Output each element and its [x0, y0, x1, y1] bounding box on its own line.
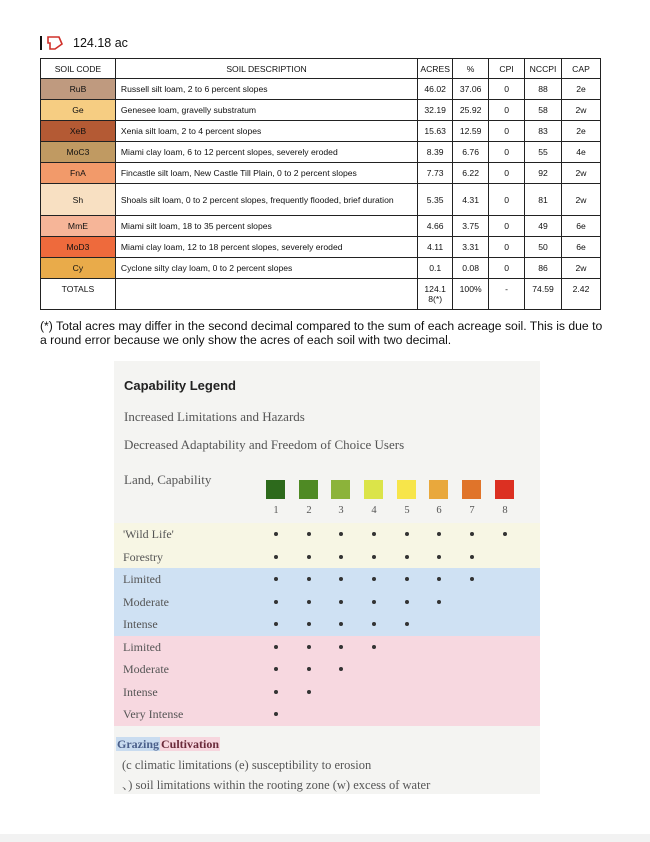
soil-description-cell: Shoals silt loam, 0 to 2 percent slopes, frequently flooded, brief duration [115, 184, 417, 216]
cap-cell: 2w [562, 258, 601, 279]
legend-usage-label: 'Wild Life' [123, 527, 174, 541]
total-acres-label: 124.18 ac [73, 36, 128, 50]
soil-code-cell: MmE [41, 216, 116, 237]
acres-cell: 0.1 [418, 258, 453, 279]
cpi-cell: 0 [489, 163, 525, 184]
totals-description [115, 279, 417, 310]
legend-usage-row [114, 636, 540, 659]
soil-description-cell: Fincastle silt loam, New Castle Till Plain, 0 to 2 percent slopes [115, 163, 417, 184]
totals-cap: 2.42 [562, 279, 601, 310]
totals-nccpi: 74.59 [525, 279, 562, 310]
soil-code-cell: Sh [41, 184, 116, 216]
legend-footnote-climatic: (c climatic limitations (e) susceptibility to erosion [122, 758, 372, 772]
capability-dot [339, 622, 343, 626]
acres-cell: 46.02 [418, 79, 453, 100]
rounding-note: (*) Total acres may differ in the second decimal compared to the sum of each acreage soil. This is due to a round error because we only show the acres of each soil with two decimal. [40, 319, 603, 347]
capability-dot [405, 555, 409, 559]
col-acres: ACRES [418, 59, 453, 79]
capability-dot [339, 645, 343, 649]
soil-description-cell: Genesee loam, gravelly substratum [115, 100, 417, 121]
capability-class-swatch [397, 480, 416, 499]
page-bottom-edge [0, 834, 650, 842]
nccpi-cell: 81 [525, 184, 562, 216]
capability-dot [274, 532, 278, 536]
capability-dot [307, 555, 311, 559]
percent-cell: 6.22 [453, 163, 489, 184]
soil-description-cell: Xenia silt loam, 2 to 4 percent slopes [115, 121, 417, 142]
soil-code-cell: MoD3 [41, 237, 116, 258]
cap-cell: 2w [562, 100, 601, 121]
capability-dot [405, 600, 409, 604]
col-soil-code: SOIL CODE [41, 59, 116, 79]
capability-dot [372, 532, 376, 536]
capability-dot [503, 532, 507, 536]
legend-title: Capability Legend [124, 378, 236, 393]
legend-usage-row [114, 568, 540, 591]
col-cpi: CPI [489, 59, 525, 79]
cap-cell: 6e [562, 237, 601, 258]
capability-dot [437, 600, 441, 604]
capability-dot [307, 690, 311, 694]
capability-dot [307, 622, 311, 626]
capability-class-number: 4 [371, 505, 377, 516]
capability-class-swatch [429, 480, 448, 499]
capability-dot [372, 577, 376, 581]
capability-class-swatch [266, 480, 285, 499]
percent-cell: 3.31 [453, 237, 489, 258]
legend-usage-row [114, 681, 540, 704]
capability-dot [437, 532, 441, 536]
acres-cell: 4.66 [418, 216, 453, 237]
soil-table-header [41, 59, 601, 79]
table-row [41, 142, 601, 163]
capability-dot [339, 532, 343, 536]
table-row [41, 121, 601, 142]
totals-acres-line1: 124.1 [424, 284, 446, 294]
capability-dot [470, 577, 474, 581]
legend-group-labels [116, 737, 220, 751]
capability-class-number: 3 [338, 505, 344, 516]
legend-usage-row [114, 523, 540, 546]
cpi-cell: 0 [489, 142, 525, 163]
nccpi-cell: 55 [525, 142, 562, 163]
soil-code-cell: RuB [41, 79, 116, 100]
capability-dot [339, 555, 343, 559]
totals-acres [418, 279, 453, 310]
capability-dot [274, 690, 278, 694]
totals-label: TOTALS [41, 279, 116, 310]
legend-usage-row [114, 546, 540, 569]
nccpi-cell: 88 [525, 79, 562, 100]
nccpi-cell: 50 [525, 237, 562, 258]
totals-percent: 100% [453, 279, 489, 310]
soil-code-cell: Cy [41, 258, 116, 279]
legend-usage-row [114, 613, 540, 636]
capability-dot [307, 532, 311, 536]
nccpi-cell: 92 [525, 163, 562, 184]
capability-dot [274, 667, 278, 671]
capability-dot [307, 667, 311, 671]
divider-bar [40, 36, 42, 50]
capability-class-swatch [462, 480, 481, 499]
cap-cell: 2e [562, 79, 601, 100]
capability-class-swatch [331, 480, 350, 499]
soil-description-cell: Miami silt loam, 18 to 35 percent slopes [115, 216, 417, 237]
table-row [41, 184, 601, 216]
capability-dot [307, 600, 311, 604]
legend-usage-row [114, 703, 540, 726]
table-row [41, 163, 601, 184]
field-acreage-header [40, 35, 128, 51]
capability-dot [307, 645, 311, 649]
soil-description-cell: Miami clay loam, 12 to 18 percent slopes, severely eroded [115, 237, 417, 258]
capability-dot [405, 622, 409, 626]
capability-dot [274, 712, 278, 716]
soil-code-cell: XeB [41, 121, 116, 142]
table-row [41, 100, 601, 121]
legend-usage-label: Moderate [123, 594, 169, 609]
soil-code-cell: MoC3 [41, 142, 116, 163]
table-row [41, 216, 601, 237]
col-soil-description: SOIL DESCRIPTION [115, 59, 417, 79]
cpi-cell: 0 [489, 237, 525, 258]
cap-cell: 2w [562, 184, 601, 216]
field-boundary-icon [46, 35, 64, 51]
totals-acres-line2: 8(*) [428, 294, 443, 304]
percent-cell: 3.75 [453, 216, 489, 237]
soil-code-cell: FnA [41, 163, 116, 184]
legend-usage-label: Moderate [123, 662, 169, 676]
cpi-cell: 0 [489, 100, 525, 121]
legend-increased-limitations: Increased Limitations and Hazards [124, 409, 305, 424]
cap-cell: 2e [562, 121, 601, 142]
capability-dot [339, 667, 343, 671]
nccpi-cell: 58 [525, 100, 562, 121]
capability-class-number: 8 [502, 505, 508, 516]
capability-dot [372, 600, 376, 604]
legend-usage-row [114, 591, 540, 614]
cultivation-label: Cultivation [161, 737, 220, 751]
legend-usage-label: Forestry [123, 549, 163, 564]
legend-usage-row [114, 658, 540, 681]
capability-class-number: 1 [273, 505, 279, 516]
totals-cpi: - [489, 279, 525, 310]
col-cap: CAP [562, 59, 601, 79]
soil-description-cell: Cyclone silty clay loam, 0 to 2 percent slopes [115, 258, 417, 279]
capability-class-swatch [495, 480, 514, 499]
table-row [41, 79, 601, 100]
cpi-cell: 0 [489, 216, 525, 237]
legend-land-capability: Land, Capability [124, 472, 212, 487]
legend-footnote-soil: 、) soil limitations within the rooting zone (w) excess of water [122, 778, 431, 792]
soil-description-cell: Russell silt loam, 2 to 6 percent slopes [115, 79, 417, 100]
acres-cell: 7.73 [418, 163, 453, 184]
capability-dot [307, 577, 311, 581]
capability-dot [437, 555, 441, 559]
capability-legend [114, 361, 540, 794]
percent-cell: 37.06 [453, 79, 489, 100]
nccpi-cell: 49 [525, 216, 562, 237]
percent-cell: 6.76 [453, 142, 489, 163]
cap-cell: 4e [562, 142, 601, 163]
capability-dot [274, 600, 278, 604]
soil-description-cell: Miami clay loam, 6 to 12 percent slopes, severely eroded [115, 142, 417, 163]
capability-class-number: 7 [469, 505, 475, 516]
acres-cell: 32.19 [418, 100, 453, 121]
capability-class-number: 6 [436, 505, 442, 516]
legend-usage-label: Intense [123, 617, 158, 631]
percent-cell: 4.31 [453, 184, 489, 216]
capability-dot [470, 532, 474, 536]
cap-cell: 2w [562, 163, 601, 184]
percent-cell: 12.59 [453, 121, 489, 142]
cpi-cell: 0 [489, 184, 525, 216]
capability-dot [339, 577, 343, 581]
col-nccpi: NCCPI [525, 59, 562, 79]
soil-table [40, 58, 601, 310]
legend-usage-label: Limited [123, 572, 161, 586]
cap-cell: 6e [562, 216, 601, 237]
capability-dot [470, 555, 474, 559]
legend-usage-label: Intense [123, 684, 158, 699]
table-row [41, 258, 601, 279]
capability-dot [372, 555, 376, 559]
nccpi-cell: 83 [525, 121, 562, 142]
acres-cell: 5.35 [418, 184, 453, 216]
grazing-label: Grazing [117, 737, 159, 751]
capability-dot [274, 622, 278, 626]
capability-dot [372, 622, 376, 626]
capability-dot [274, 645, 278, 649]
legend-usage-label: Limited [123, 639, 161, 654]
capability-dot [405, 532, 409, 536]
cpi-cell: 0 [489, 121, 525, 142]
capability-dot [274, 577, 278, 581]
cpi-cell: 0 [489, 258, 525, 279]
capability-dot [274, 555, 278, 559]
capability-class-number: 5 [404, 505, 410, 516]
capability-dot [405, 577, 409, 581]
legend-usage-label: Very Intense [123, 707, 184, 721]
totals-row [41, 279, 601, 310]
col-percent: % [453, 59, 489, 79]
capability-class-swatch [364, 480, 383, 499]
percent-cell: 25.92 [453, 100, 489, 121]
acres-cell: 15.63 [418, 121, 453, 142]
capability-dot [437, 577, 441, 581]
table-row [41, 237, 601, 258]
acres-cell: 4.11 [418, 237, 453, 258]
capability-dot [372, 645, 376, 649]
acres-cell: 8.39 [418, 142, 453, 163]
capability-class-swatch [299, 480, 318, 499]
capability-class-number: 2 [306, 505, 312, 516]
capability-dot [339, 600, 343, 604]
percent-cell: 0.08 [453, 258, 489, 279]
legend-decreased-adaptability: Decreased Adaptability and Freedom of Choice Users [124, 437, 405, 452]
soil-code-cell: Ge [41, 100, 116, 121]
nccpi-cell: 86 [525, 258, 562, 279]
cpi-cell: 0 [489, 79, 525, 100]
